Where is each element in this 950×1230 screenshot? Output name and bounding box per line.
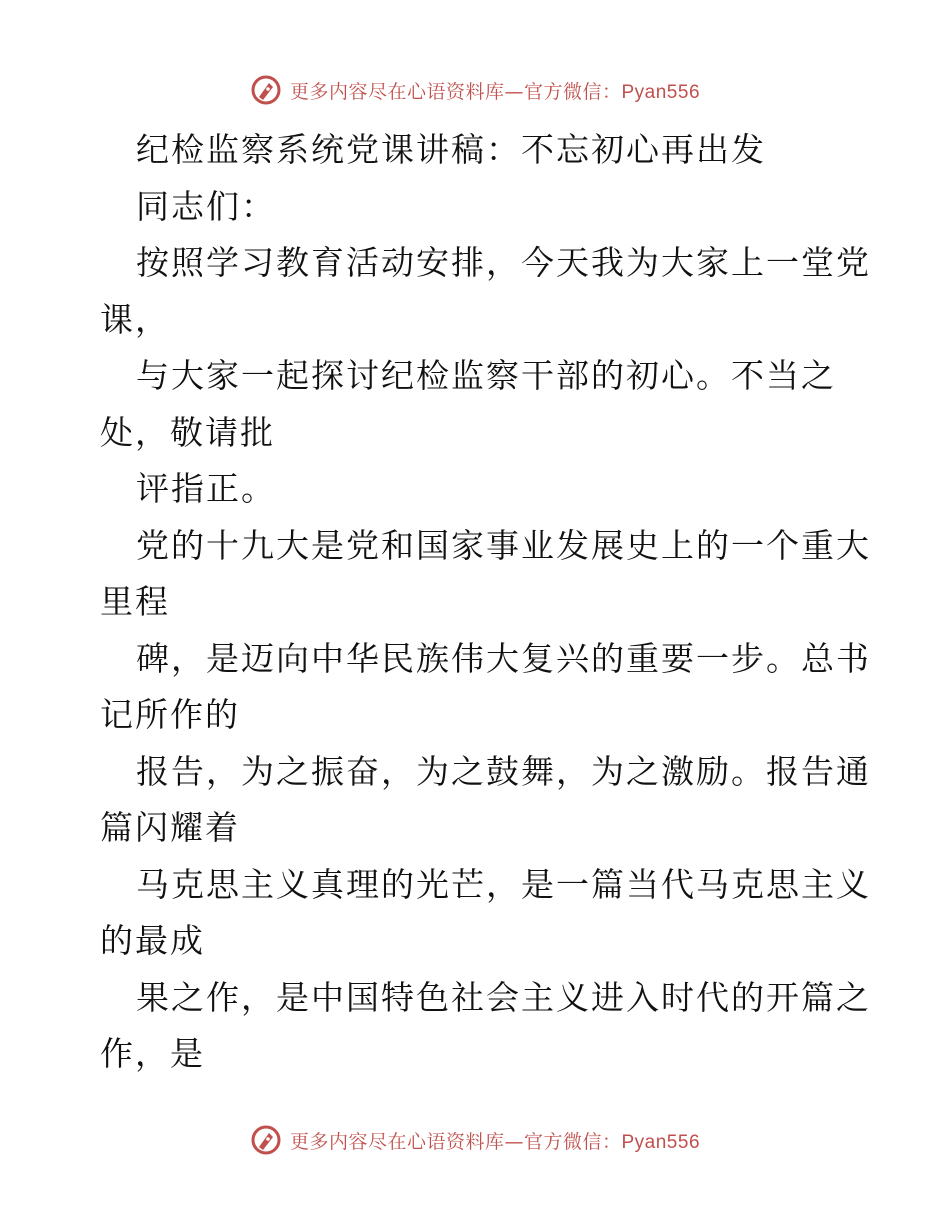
document-line: 里程: [100, 582, 170, 621]
header-banner-text: 更多内容尽在心语资料库—官方微信：Pyan556: [289, 80, 701, 103]
document-line: 碑，是迈向中华民族伟大复兴的重要一步。总书: [136, 638, 871, 678]
header-banner: [0, 70, 950, 110]
document-line: 记所作的: [100, 695, 240, 734]
document-line: 处，敬请批: [100, 412, 275, 452]
document-line: 报告，为之振奋，为之鼓舞，为之激励。报告通: [136, 751, 871, 791]
document-line: 果之作，是中国特色社会主义进入时代的开篇之: [136, 977, 871, 1017]
document-line: 篇闪耀着: [100, 808, 240, 847]
document-line: 的最成: [100, 921, 205, 960]
document-line: 同志们：: [136, 186, 276, 226]
pen-nib-logo-icon: [250, 1124, 282, 1156]
document-line: 课，: [100, 299, 170, 339]
document-line: 作，是: [100, 1034, 205, 1073]
footer-wechat-id: Pyan556: [621, 1131, 701, 1153]
document-line: 纪检监察系统党课讲稿：不忘初心再出发: [136, 130, 766, 169]
document-body: [100, 122, 871, 1083]
document-line: 党的十九大是党和国家事业发展史上的一个重大: [136, 525, 871, 565]
document-line: 按照学习教育活动安排，今天我为大家上一堂党: [136, 243, 871, 282]
footer-banner: [0, 1120, 950, 1160]
pen-nib-logo-icon: [250, 74, 282, 106]
document-line: 与大家一起探讨纪检监察干部的初心。不当之: [136, 356, 836, 395]
document-line: 评指正。: [136, 469, 276, 508]
header-wechat-id: Pyan556: [621, 81, 701, 103]
footer-banner-text: 更多内容尽在心语资料库—官方微信：Pyan556: [289, 1130, 701, 1153]
document-line: 马克思主义真理的光芒，是一篇当代马克思主义: [136, 864, 871, 904]
